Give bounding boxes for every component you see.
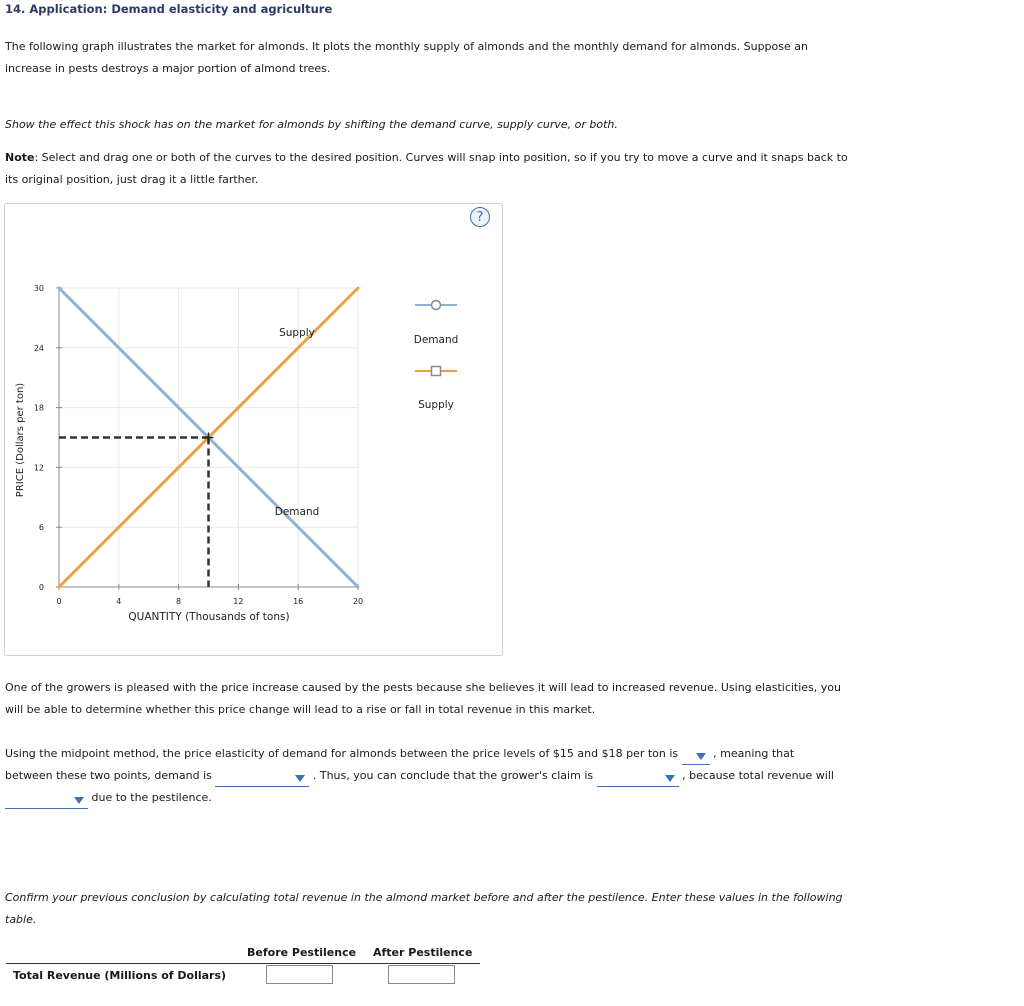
note-body: : Select and drag one or both of the curves to the desired position. Curves will snap into position, so if you try to move a curve and it snaps back to its original position, just drag it a little farther. xyxy=(5,151,848,186)
legend-supply[interactable] xyxy=(415,367,457,412)
chevron-down-icon xyxy=(665,775,675,782)
table-divider xyxy=(6,963,480,964)
question-title: 14. Application: Demand elasticity and agriculture xyxy=(5,2,333,16)
y-tick-label: 6 xyxy=(38,523,44,533)
x-tick-label: 0 xyxy=(56,597,62,606)
y-tick-label: 12 xyxy=(33,463,44,473)
x-tick-label: 16 xyxy=(293,597,304,606)
x-tick-label: 4 xyxy=(116,597,122,606)
intro-text: The following graph illustrates the market for almonds. It plots the monthly supply of almonds and the monthly demand for almonds. Suppose an increase in pests destroys a major portion of almond trees. xyxy=(5,40,808,75)
column-before-pestilence: Before Pestilence xyxy=(247,946,357,959)
demand-type-dropdown[interactable] xyxy=(215,772,309,787)
after-revenue-input[interactable] xyxy=(388,965,455,984)
analysis-paragraph: One of the growers is pleased with the price increase caused by the pests because she believes it will lead to increased revenue. Using elasticities, you will be able to determine whether this price change will lead to a rise or fall in total revenue in this market. xyxy=(5,681,841,716)
chevron-down-icon xyxy=(696,753,706,760)
instruction-text: Show the effect this shock has on the market for almonds by shifting the demand curve, supply curve, or both. xyxy=(5,118,618,131)
legend-supply-label: Supply xyxy=(418,399,454,411)
sentence-1b: , meaning that xyxy=(709,747,795,760)
column-after-pestilence: After Pestilence xyxy=(373,946,473,959)
before-revenue-input[interactable] xyxy=(266,965,333,984)
analysis-fill-in xyxy=(5,743,855,809)
help-icon[interactable]: ? xyxy=(470,207,490,227)
legend-demand-label: Demand xyxy=(413,334,459,346)
chevron-down-icon xyxy=(295,775,305,782)
confirm-text: Confirm your previous conclusion by calculating total revenue in the almond market before and after the pestilence. Enter these values in the following table. xyxy=(5,891,843,926)
y-tick-label: 0 xyxy=(38,583,44,592)
x-tick-label: 20 xyxy=(352,597,364,606)
supply-curve-label: Supply xyxy=(279,327,315,339)
demand-curve-label: Demand xyxy=(274,506,320,518)
elasticity-value-dropdown[interactable] xyxy=(682,750,710,765)
claim-validity-dropdown[interactable] xyxy=(597,772,679,787)
note-label: Note xyxy=(5,151,35,164)
row-total-revenue: Total Revenue (Millions of Dollars) xyxy=(13,969,227,982)
x-tick-label: 12 xyxy=(233,597,244,606)
legend-demand-marker[interactable] xyxy=(432,301,441,310)
sentence-2a: between these two points, demand is xyxy=(5,769,216,782)
y-tick-label: 30 xyxy=(33,284,44,293)
revenue-change-dropdown[interactable] xyxy=(5,794,88,809)
y-tick-label: 18 xyxy=(33,403,44,413)
sentence-3b: due to the pestilence. xyxy=(88,791,212,804)
legend-supply-marker[interactable] xyxy=(432,367,441,376)
sentence-1a: Using the midpoint method, the price elasticity of demand for almonds between the price levels of $15 and $18 per ton is xyxy=(5,747,682,760)
sentence-2b: . Thus, you can conclude that the grower's claim is xyxy=(309,769,597,782)
x-axis-label: QUANTITY (Thousands of tons) xyxy=(128,611,290,623)
y-tick-label: 24 xyxy=(33,343,44,353)
chevron-down-icon xyxy=(74,797,84,804)
x-tick-label: 8 xyxy=(176,597,182,606)
legend-demand[interactable] xyxy=(414,301,459,347)
sentence-2c: , because total revenue will xyxy=(678,769,834,782)
y-axis-label: PRICE (Dollars per ton) xyxy=(15,382,26,498)
